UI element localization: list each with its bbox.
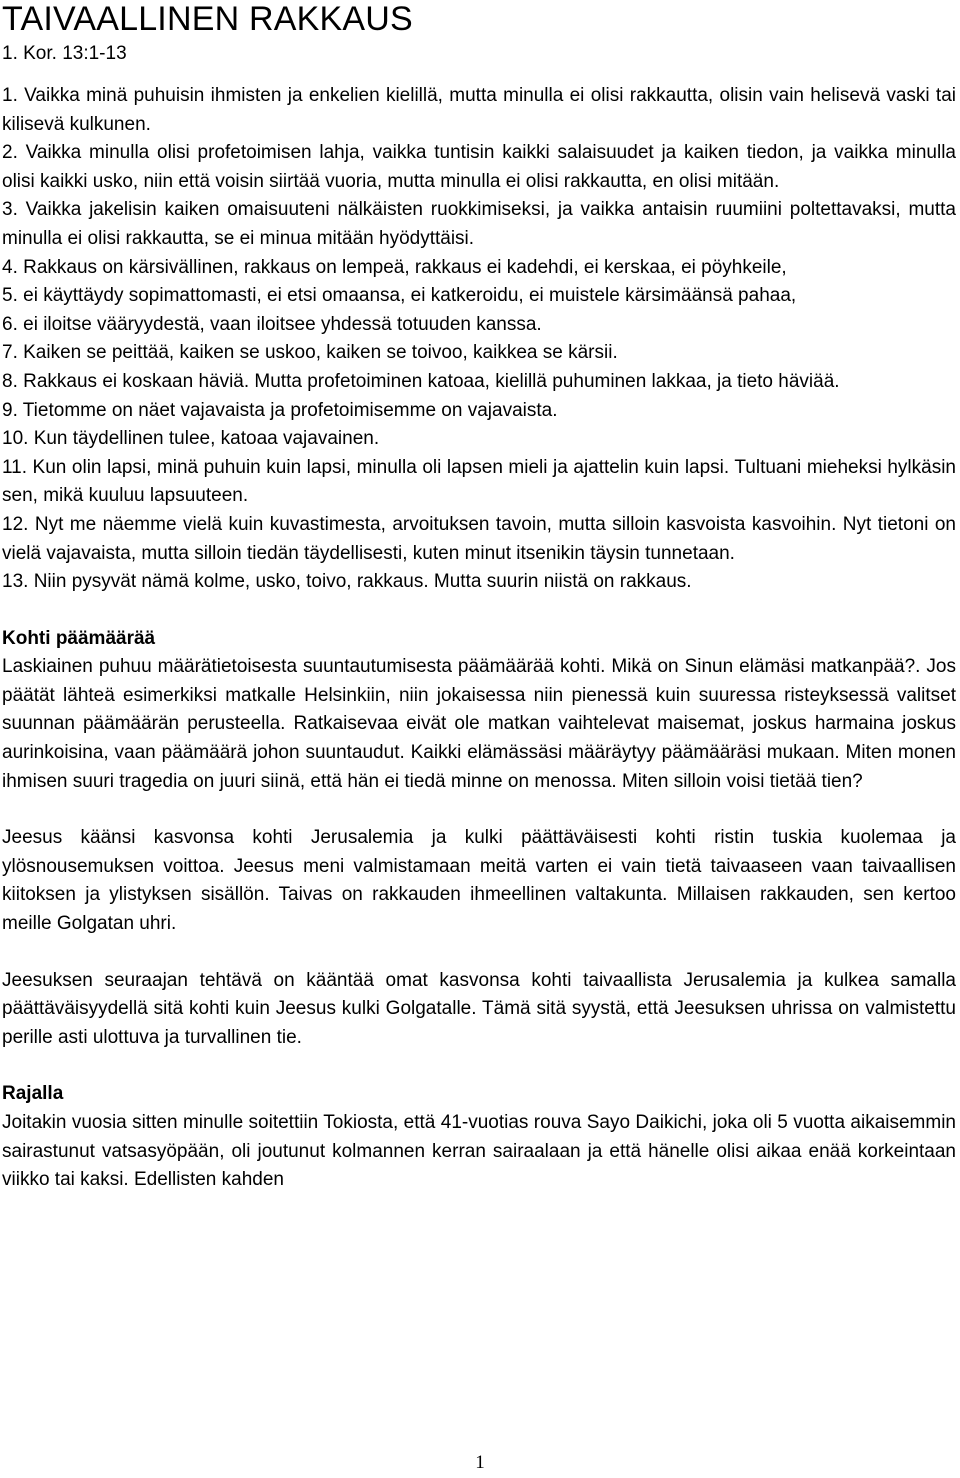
verse-list: [2, 82, 956, 597]
verse: 12. Nyt me näemme vielä kuin kuvastimesta, arvoituksen tavoin, mutta silloin kasvoista kasvoihin. Nyt tietoni on vielä vajavaista, mutta silloin tiedän täydellisesti, kuten minut itsenikin täysin tunnetaan.: [2, 513, 956, 564]
paragraph: Laskiainen puhuu määrätietoisesta suuntautumisesta päämäärää kohti. Mikä on Sinun elämäsi matkanpää?. Jos päätät lähteä esimerkiksi matkalle Helsinkiin, niin jokaisessa niin pienessä kuin suuressa risteyksessä valitset suunnan päämäärän perusteella. Ratkaisevaa eivät ole matkan vaihtelevat maisemat, joskus harmaina joskus aurinkoisina, vaan päämäärä johon suuntaudut. Kaikki elämässäsi määräytyy päämääräsi mukaan. Miten monen ihmisen suuri tragedia on juuri siinä, että hän ei tiedä minne on menossa. Miten silloin voisi tietää tien?: [2, 656, 956, 792]
scripture-reference: 1. Kor. 13:1-13: [2, 43, 127, 64]
verse: 13. Niin pysyvät nämä kolme, usko, toivo, rakkaus. Mutta suurin niistä on rakkaus.: [2, 571, 692, 593]
section-heading: Kohti päämäärää: [2, 627, 156, 649]
verse: 3. Vaikka jakelisin kaiken omaisuuteni nälkäisten ruokkimiseksi, ja vaikka antaisin ruumiini poltettavaksi, mutta minulla ei olisi rakkautta, se ei minua mitään hyödyttäisi.: [2, 199, 956, 249]
verse: 10. Kun täydellinen tulee, katoaa vajavainen.: [2, 428, 380, 450]
paragraph: Jeesus käänsi kasvonsa kohti Jerusalemia ja kulki päättäväisesti kohti ristin tuskia kuolemaa ja ylösnousemuksen voittoa. Jeesus meni valmistamaan meitä varten ei vain tietä taivaaseen vaan taivaallisen kiitoksen ja ylistyksen sisällön. Taivas on rakkauden ihmeellinen valtakunta. Millaisen rakkauden, sen kertoo meille Golgatan uhri.: [2, 827, 956, 935]
verse: 2. Vaikka minulla olisi profetoimisen lahja, vaikka tuntisin kaikki salaisuudet ja kaiken tiedon, ja vaikka minulla olisi kaikki usko, niin että voisin siirtää vuoria, mutta minulla ei olisi rakkautta, en olisi mitään.: [2, 142, 956, 192]
verse: 4. Rakkaus on kärsivällinen, rakkaus on lempeä, rakkaus ei kadehdi, ei kerskaa, ei pöyhkeile,: [2, 256, 787, 278]
verse: 5. ei käyttäydy sopimattomasti, ei etsi omaansa, ei katkeroidu, ei muistele kärsimäänsä pahaa,: [2, 285, 797, 307]
verse: 8. Rakkaus ei koskaan häviä. Mutta profetoiminen katoaa, kielillä puhuminen lakkaa, ja tieto häviää.: [2, 370, 840, 392]
verse: 9. Tietomme on näet vajavaista ja profetoimisemme on vajavaista.: [2, 399, 558, 421]
verse: 1. Vaikka minä puhuisin ihmisten ja enkelien kielillä, mutta minulla ei olisi rakkautta, olisin vain helisevä vaski tai kilisevä kulkunen.: [2, 85, 956, 135]
verse: 11. Kun olin lapsi, minä puhuin kuin lapsi, minulla oli lapsen mieli ja ajattelin kuin lapsi. Tultuani mieheksi hylkäsin sen, mikä kuuluu lapsuuteen.: [2, 456, 956, 507]
section-rajalla: [2, 1080, 956, 1194]
document-title: TAIVAALLINEN RAKKAUS: [2, 0, 413, 38]
section-heading: Rajalla: [2, 1083, 64, 1105]
section-kohti-paamaaraa: [2, 625, 956, 1053]
verse: 7. Kaiken se peittää, kaiken se uskoo, kaiken se toivoo, kaikkea se kärsii.: [2, 342, 618, 364]
paragraph: Joitakin vuosia sitten minulle soitettiin Tokiosta, että 41-vuotias rouva Sayo Daikichi, joka oli 5 vuotta aikaisemmin sairastunut vatsasyöpään, oli joutunut kolmannen kerran sairaalaan ja että hänelle olisi aikaa enää korkeintaan viikko tai kaksi. Edellisten kahden: [2, 1112, 956, 1191]
verse: 6. ei iloitse vääryydestä, vaan iloitsee yhdessä totuuden kanssa.: [2, 313, 542, 335]
paragraph: Jeesuksen seuraajan tehtävä on kääntää omat kasvonsa kohti taivaallista Jerusalemia ja kulkea samalla päättäväisyydellä sitä kohti kuin Jeesus kulki Golgatalle. Tämä sitä syystä, että Jeesuksen uhrissa on valmistettu perille asti ulottuva ja turvallinen tie.: [2, 969, 956, 1048]
page-number: 1: [475, 1452, 485, 1473]
